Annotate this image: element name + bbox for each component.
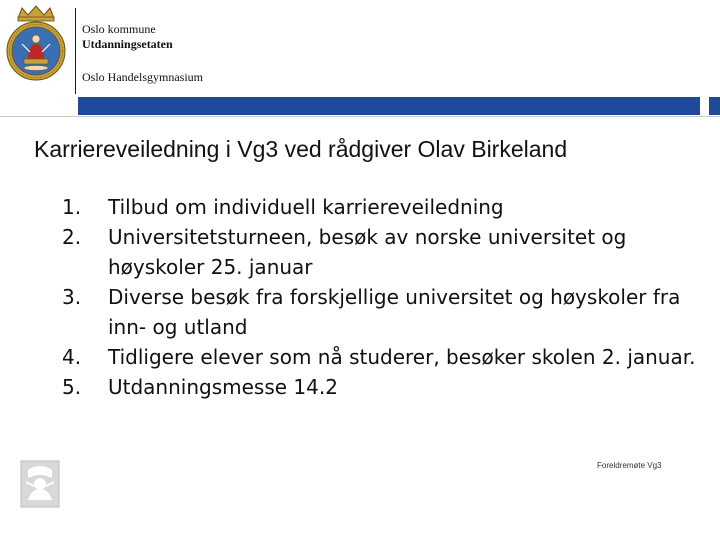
list-item-number: 1.	[62, 195, 82, 219]
list-item-text: Universitetsturneen, besøk av norske universitet og høyskoler 25. januar	[108, 225, 627, 279]
org-name: Oslo kommune	[82, 22, 156, 36]
header-band-stub	[709, 97, 720, 115]
list-item-number: 2.	[62, 225, 82, 249]
list-item-text: Tidligere elever som nå studerer, besøker skolen 2. januar.	[108, 345, 696, 369]
list-item	[62, 282, 702, 342]
list-item-text: Diverse besøk fra forskjellige universitet og høyskoler fra inn- og utland	[108, 285, 681, 339]
slide-title: Karriereveiledning i Vg3 ved rådgiver Olav Birkeland	[34, 136, 568, 162]
list-item-number: 4.	[62, 345, 82, 369]
header-band-underline	[0, 116, 720, 117]
list-item	[62, 342, 702, 372]
header-divider	[75, 8, 76, 94]
list-item	[62, 222, 702, 282]
footer-note: Foreldremøte Vg3	[597, 461, 662, 470]
agency-name: Utdanningsetaten	[82, 37, 173, 51]
list-item-number: 5.	[62, 375, 82, 399]
list-item-text: Utdanningsmesse 14.2	[108, 375, 338, 399]
list-item-text: Tilbud om individuell karriereveiledning	[108, 195, 504, 219]
header-band	[78, 97, 700, 115]
school-name: Oslo Handelsgymnasium	[82, 70, 203, 84]
oslo-coat-of-arms-icon	[4, 4, 68, 82]
list-item-number: 3.	[62, 285, 82, 309]
municipal-emblem-icon	[20, 460, 60, 508]
list-item	[62, 372, 702, 402]
list-item	[62, 192, 702, 222]
agenda-list	[62, 192, 702, 402]
